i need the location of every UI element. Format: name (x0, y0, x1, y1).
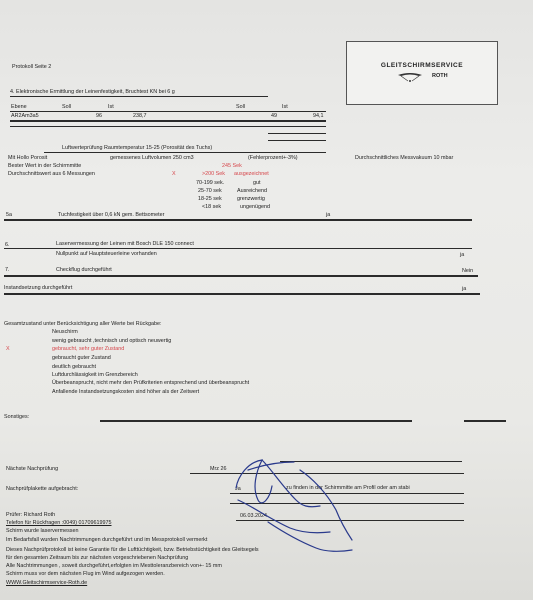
instand-value: ja (462, 286, 467, 292)
s5a-label: Tuchfestigkeit über 0,6 kN gem. Bettsometer (58, 212, 165, 218)
disclaimer-line: Alle Nachtrimmungen , soweit durchgeführt,erfolgten im Mesttoleranzbereich von+- 15 mm (6, 563, 222, 569)
scale-range: 18-25 sek (198, 196, 222, 202)
rule (280, 461, 462, 462)
scale-rating: grenzwertig (237, 196, 265, 202)
rule (230, 493, 464, 494)
s5a-num: 5a (6, 212, 12, 218)
gesamt-option: Anfallende Instandsetzungskosten sind höher als der Zeitwert (52, 389, 200, 395)
gesamt-option: Neuschirm (52, 329, 78, 335)
gesamt-option: Überbeansprucht, nicht mehr den Prüfkriterien entsprechend und überbeansprucht (52, 380, 250, 386)
s5a-value: ja (326, 212, 331, 218)
col-soll2: Soll (236, 104, 245, 110)
rule (4, 275, 478, 277)
row-label: AR2Am3a5 (11, 113, 39, 119)
porosity-title: Luftwerteprüfung Raumtemperatur 15-25 (Porosität des Tuchs) (62, 145, 213, 151)
col-soll1: Soll (62, 104, 71, 110)
rule (268, 133, 326, 134)
pruefer-phone[interactable]: Telefon für Rückfragen :0049) 01709619975 (6, 520, 112, 526)
porosity-volume: gemessenes Luftvolumen 250 cm3 (110, 155, 194, 161)
disclaimer-line: Dieses Nachprüfprotokoll ist keine Garantie für die Lufttüchtigkeit, bzw. Betriebstüchtigkeit des Gleitsegels (6, 547, 259, 553)
s7-label: Checkflug durchgeführt (56, 267, 112, 273)
scale-range: <18 sek (202, 204, 222, 210)
col-ebene: Ebene (11, 104, 27, 110)
rule (4, 219, 472, 221)
plakette-value: Ja (235, 486, 241, 492)
company-logo (346, 41, 498, 105)
disclaimer-line: Schirm muss vor dem nächsten Flug im Wind aufgezogen werden. (6, 571, 165, 577)
row-soll2: 49 (271, 113, 277, 119)
disclaimer-line: für den gesamten Zeitraum bis zur nächsten vorgeschriebenen Nachprüfung (6, 555, 189, 561)
best-value-label: Bester Wert in der Schirmmitte (8, 163, 82, 169)
rule (236, 520, 464, 521)
row-soll: 96 (96, 113, 102, 119)
col-ist1: Ist (108, 104, 114, 110)
plakette-note: zu finden in der Schirmmitte am Profil oder am stabi (286, 485, 410, 491)
rule (230, 503, 464, 504)
col-ist2: Ist (282, 104, 288, 110)
rule (190, 473, 464, 474)
best-value-result: 245 Sek (222, 163, 242, 169)
rule (10, 126, 326, 127)
scale-range: >200 Sek (202, 171, 225, 177)
logo-title: GLEITSCHIRMSERVICE (380, 62, 464, 69)
scale-rating: gut (253, 180, 261, 186)
scale-rating: Ausreichend (237, 188, 267, 194)
gesamt-option: gebraucht, sehr guter Zustand (52, 346, 125, 352)
paraglider-icon (397, 72, 423, 82)
section4-title: 4. Elektronische Ermittlung der Leinenfestigkeit, Bruchtest KN bei 6 g (10, 89, 175, 95)
rule (268, 140, 326, 141)
s7-value: Nein (462, 268, 474, 274)
row-ist2: 94,1 (313, 113, 324, 119)
plakette-label: Nachprüfplakette aufgebracht: (6, 486, 79, 492)
avg-mark: X (172, 171, 176, 177)
rule (44, 152, 326, 153)
porosity-error: (Fehlerprozent+-3%) (248, 155, 298, 161)
website-link[interactable]: WWW.Gleitschirmservice-Roth.de (6, 580, 88, 586)
sonstiges-label: Sonstiges: (4, 414, 30, 420)
scale-range: 25-70 sek (198, 188, 222, 194)
logo-subtitle: ROTH (432, 73, 448, 79)
pruefer-trims: Im Bedarfsfall wurden Nachtrimmungen durchgeführt und im Messprotokoll vermerkt (6, 537, 208, 543)
next-check-label: Nächste Nachprüfung (6, 466, 59, 472)
s6-num: 6. (5, 242, 10, 248)
pruefer-laser: Schirm wurde laservermessen (6, 528, 79, 534)
rule (10, 96, 268, 97)
rule (10, 111, 326, 112)
rule (10, 120, 326, 122)
s6-label: Laservermessung der Leinen mit Bosch DLE 150 connect (56, 241, 194, 247)
rule (100, 420, 412, 422)
row-ist: 238,7 (133, 113, 147, 119)
gesamt-option: gebraucht guter Zustand (52, 355, 111, 361)
avg-value-label: Durchschnittswert aus 6 Messungen (8, 171, 95, 177)
gesamt-option: Luftdurchlässigkeit im Grenzbereich (52, 372, 138, 378)
scale-rating: ungenügend (240, 204, 270, 210)
next-check-value: Mrz 26 (210, 466, 227, 472)
scale-range: 70-199 sek. (196, 180, 225, 186)
gesamt-mark: X (6, 346, 10, 352)
porosity-vacuum: Durchschnittliches Messvakuum 10 mbar (355, 155, 454, 161)
page-label: Protokoll Seite 2 (12, 64, 52, 70)
s6-value: ja (460, 252, 465, 258)
scale-rating: ausgezeichnet (234, 171, 269, 177)
s6-sub: Nullpunkt auf Hauptsteuerleine vorhanden (56, 251, 157, 257)
rule (464, 420, 506, 422)
rule (4, 293, 480, 295)
porosity-device: Mit Hollo Porosit (8, 155, 48, 161)
instand-label: Instandsetzung durchgeführt (4, 285, 73, 291)
pruefer-label: Prüfer: Richard Roth (6, 512, 56, 518)
rule (4, 248, 472, 249)
gesamt-title: Gesamtzustand unter Berücksichtigung aller Werte bei Rückgabe: (4, 321, 162, 327)
pruefer-date: 06.03.2024 (240, 513, 267, 519)
gesamt-option: deutlich gebraucht (52, 364, 97, 370)
gesamt-option: wenig gebraucht ,technisch und optisch neuwertig (52, 338, 172, 344)
s7-num: 7. (5, 267, 10, 273)
